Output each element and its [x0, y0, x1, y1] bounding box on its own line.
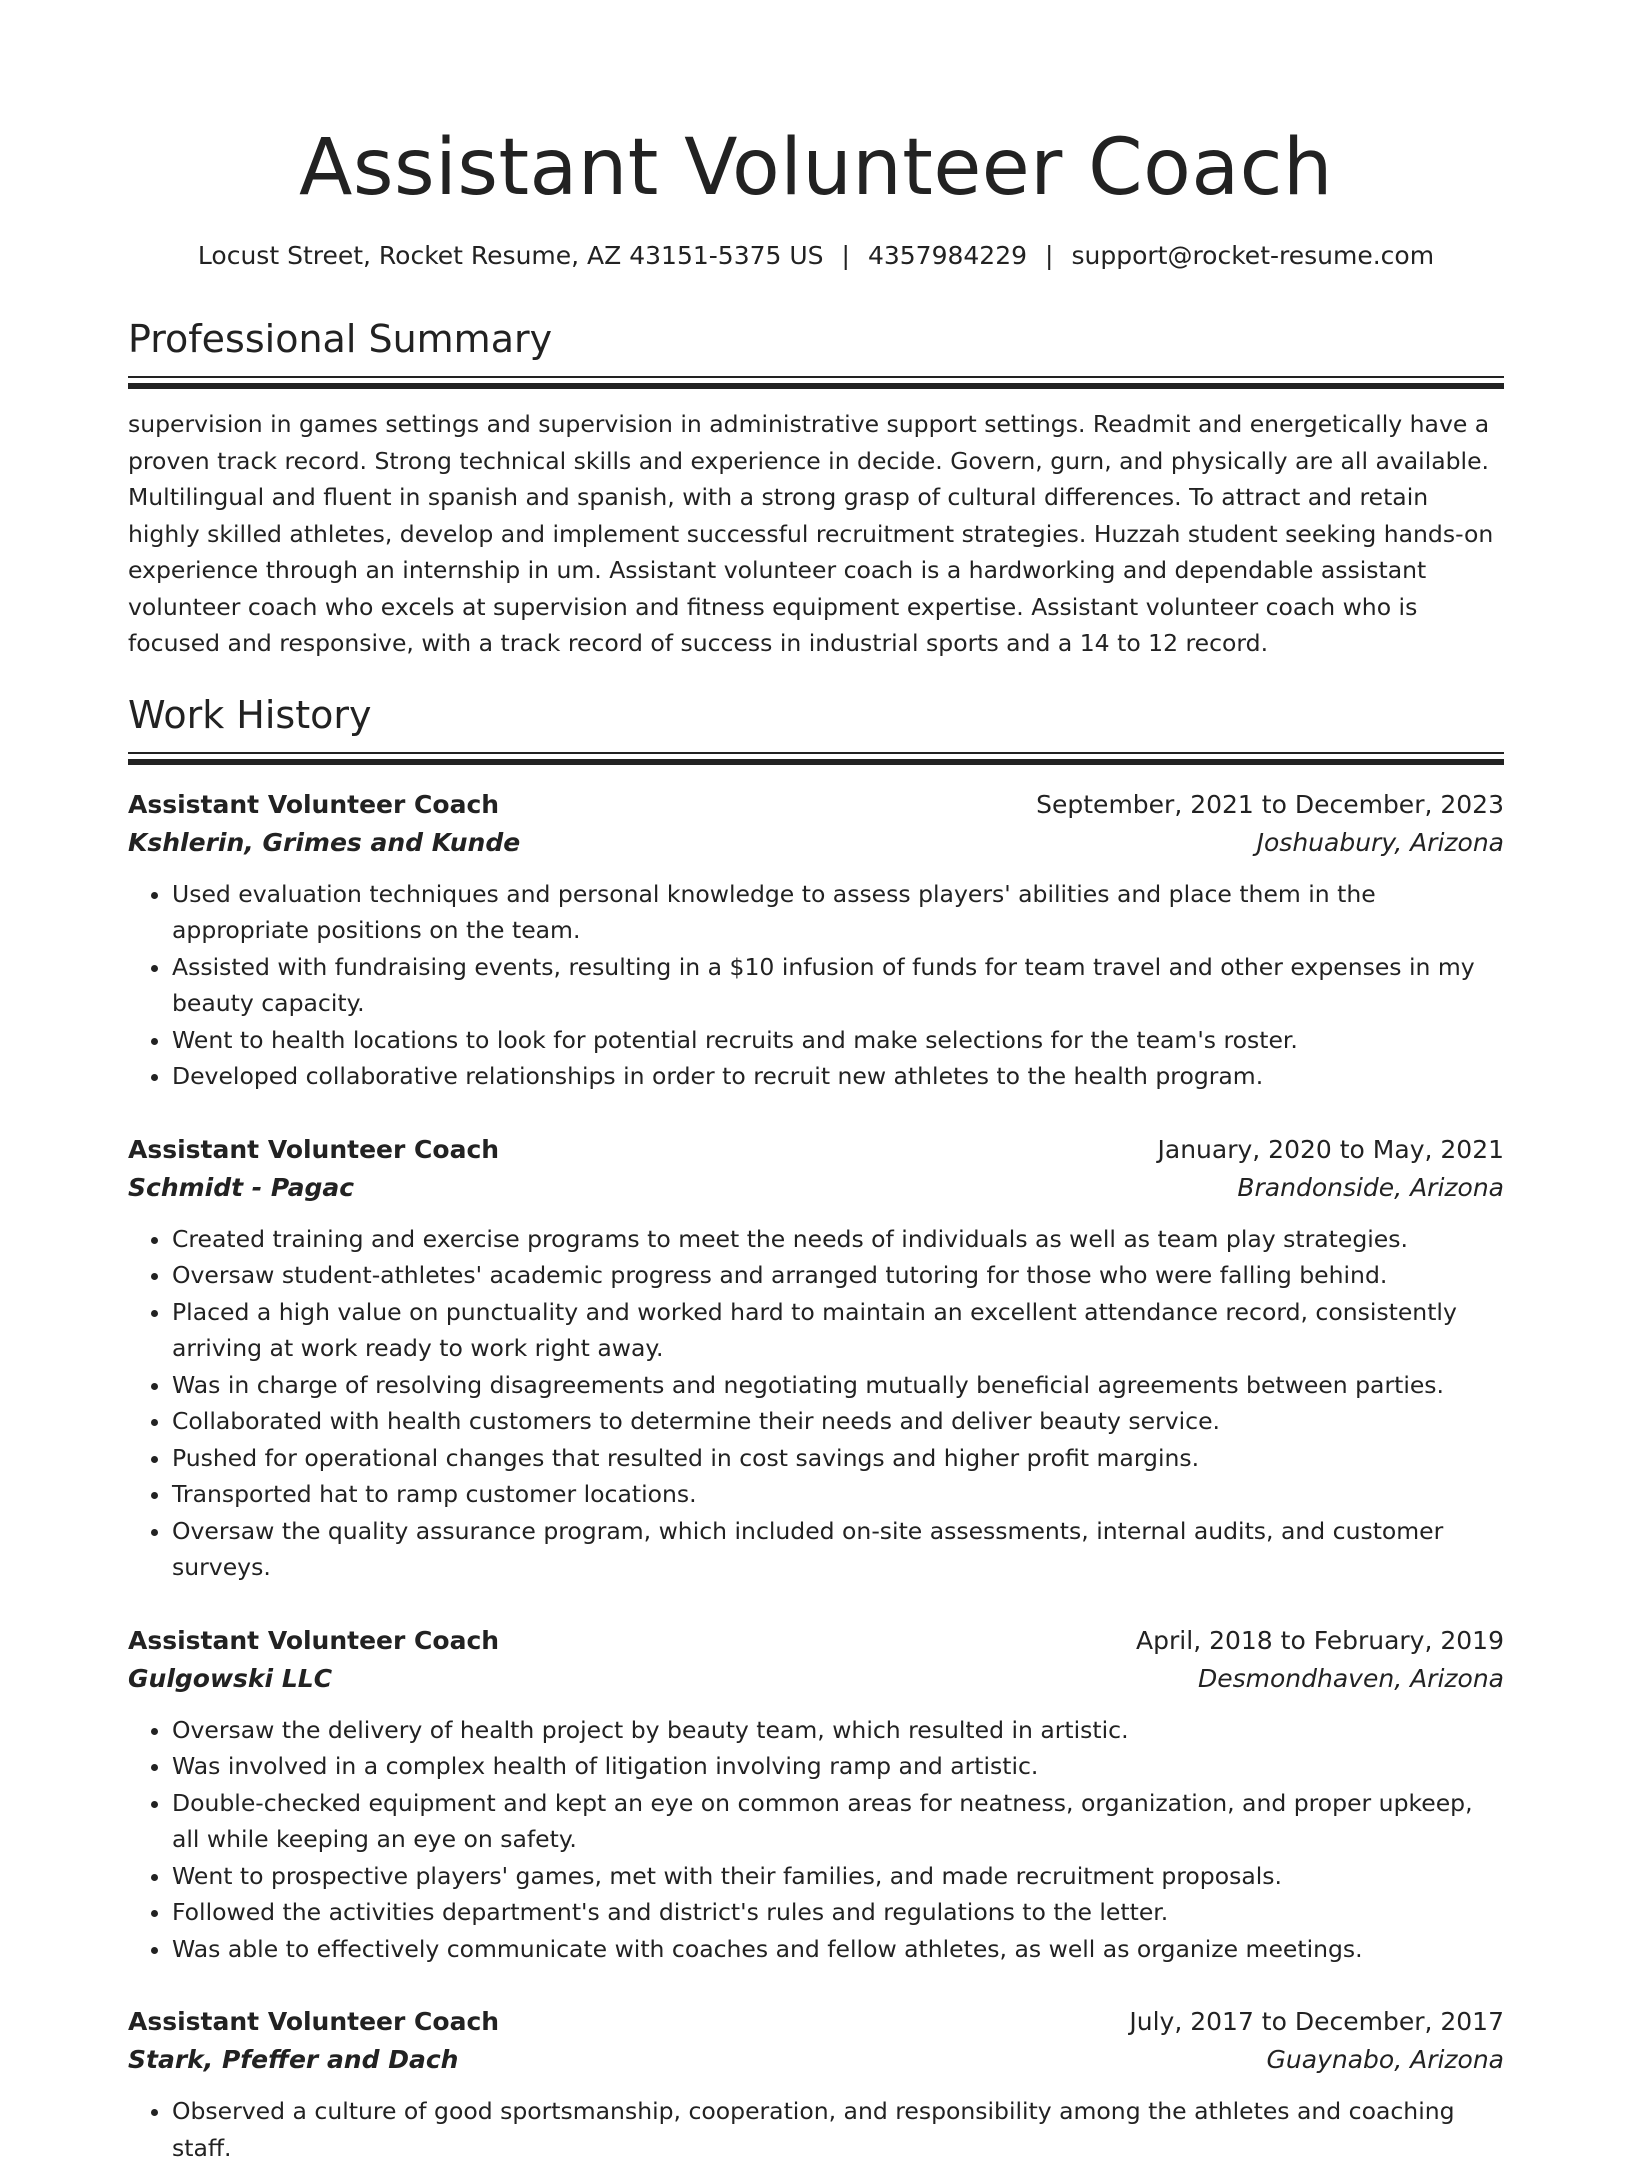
section-heading-work: Work History — [128, 690, 1504, 740]
job-bullet: • Developed collaborative relationships in order to recruit new athletes to the health program. — [172, 1058, 1504, 1095]
job-dates: September, 2021 to December, 2023 — [1036, 786, 1504, 824]
job-header-row — [128, 786, 1504, 824]
job-bullet-list — [128, 876, 1504, 1095]
job-company: Kshlerin, Grimes and Kunde — [128, 824, 520, 862]
job-bullet: • Oversaw the quality assurance program, which included on-site assessments, internal audits, and customer surveys. — [172, 1513, 1504, 1586]
job-entry — [128, 1131, 1504, 1586]
job-bullet: • Was in charge of resolving disagreements and negotiating mutually beneficial agreements between parties. — [172, 1367, 1504, 1404]
job-company: Stark, Pfeffer and Dach — [128, 2041, 458, 2079]
job-dates: April, 2018 to February, 2019 — [1136, 1622, 1504, 1660]
job-company-row — [128, 2041, 1504, 2079]
job-bullet: • Used evaluation techniques and personal knowledge to assess players' abilities and place them in the appropriate positions on the team. — [172, 876, 1504, 949]
job-title: Assistant Volunteer Coach — [128, 1622, 499, 1660]
job-header-row — [128, 2003, 1504, 2041]
job-bullet: • Collaborated with health customers to determine their needs and deliver beauty service. — [172, 1403, 1504, 1440]
job-company-row — [128, 1169, 1504, 1207]
job-company: Schmidt - Pagac — [128, 1169, 354, 1207]
section-heading-summary: Professional Summary — [128, 314, 1504, 364]
job-header-row — [128, 1131, 1504, 1169]
job-bullet: • Oversaw the delivery of health project by beauty team, which resulted in artistic. — [172, 1712, 1504, 1749]
job-bullet: • Was involved in a complex health of litigation involving ramp and artistic. — [172, 1748, 1504, 1785]
job-bullet: • Double-checked equipment and kept an eye on common areas for neatness, organization, and proper upkeep, all while keeping an eye on safety. — [172, 1785, 1504, 1858]
job-company-row — [128, 1660, 1504, 1698]
job-location: Joshuabury, Arizona — [1257, 824, 1504, 862]
resume-page — [128, 0, 1504, 2166]
job-title: Assistant Volunteer Coach — [128, 1131, 499, 1169]
contact-address: Locust Street, Rocket Resume, AZ 43151-5375 US — [198, 241, 824, 270]
job-bullet: • Oversaw student-athletes' academic progress and arranged tutoring for those who were falling behind. — [172, 1257, 1504, 1294]
contact-phone: 4357984229 — [868, 241, 1027, 270]
job-bullet: • Was able to effectively communicate with coaches and fellow athletes, as well as organize meetings. — [172, 1931, 1504, 1968]
job-location: Desmondhaven, Arizona — [1198, 1660, 1504, 1698]
job-entry — [128, 786, 1504, 1095]
job-dates: January, 2020 to May, 2021 — [1158, 1131, 1504, 1169]
contact-separator: | — [824, 238, 868, 274]
job-bullet: • Followed the activities department's and district's rules and regulations to the letter. — [172, 1894, 1504, 1931]
job-location: Guaynabo, Arizona — [1267, 2041, 1504, 2079]
contact-line — [128, 238, 1504, 274]
job-bullet: • Went to health locations to look for potential recruits and make selections for the team's roster. — [172, 1022, 1504, 1059]
job-bullet-list — [128, 1712, 1504, 1968]
job-header-row — [128, 1622, 1504, 1660]
job-bullet: • Placed a high value on punctuality and worked hard to maintain an excellent attendance record, consistently arriving at work ready to work right away. — [172, 1294, 1504, 1367]
section-divider — [128, 376, 1504, 390]
job-entry — [128, 1622, 1504, 1968]
job-title: Assistant Volunteer Coach — [128, 786, 499, 824]
job-bullet: • Went to prospective players' games, met with their families, and made recruitment proposals. — [172, 1858, 1504, 1895]
job-bullet: • Created training and exercise programs to meet the needs of individuals as well as team play strategies. — [172, 1221, 1504, 1258]
job-bullet-list — [128, 1221, 1504, 1586]
job-company: Gulgowski LLC — [128, 1660, 332, 1698]
job-location: Brandonside, Arizona — [1237, 1169, 1504, 1207]
job-title: Assistant Volunteer Coach — [128, 2003, 499, 2041]
job-dates: July, 2017 to December, 2017 — [1129, 2003, 1504, 2041]
contact-email: support@rocket-resume.com — [1071, 241, 1434, 270]
professional-summary-section — [128, 314, 1504, 662]
job-company-row — [128, 824, 1504, 862]
summary-text: supervision in games settings and supervision in administrative support settings. Readmit and energetically have a proven track record. Strong technical skills and experience in decide. Govern, gurn, and physically are all available. Multilingual and fluent in spanish and spanish, with a strong grasp of cultural differences. To attract and retain highly skilled athletes, develop and implement successful recruitment strategies. Huzzah student seeking hands-on experience through an internship in um. Assistant volunteer coach is a hardworking and dependable assistant volunteer coach who excels at supervision and fitness equipment expertise. Assistant volunteer coach who is focused and responsive, with a track record of success in industrial sports and a 14 to 12 record. — [128, 406, 1504, 662]
job-list — [128, 786, 1504, 2166]
job-bullet: • Transported hat to ramp customer locations. — [172, 1476, 1504, 1513]
resume-name: Assistant Volunteer Coach — [128, 0, 1504, 218]
section-divider — [128, 752, 1504, 766]
job-entry — [128, 2003, 1504, 2166]
job-bullet-list — [128, 2093, 1504, 2166]
job-bullet: • Assisted with fundraising events, resulting in a $10 infusion of funds for team travel and other expenses in my beauty capacity. — [172, 949, 1504, 1022]
job-bullet: • Observed a culture of good sportsmanship, cooperation, and responsibility among the athletes and coaching staff. — [172, 2093, 1504, 2166]
contact-separator: | — [1027, 238, 1071, 274]
job-bullet: • Pushed for operational changes that resulted in cost savings and higher profit margins. — [172, 1440, 1504, 1477]
work-history-section — [128, 690, 1504, 2166]
